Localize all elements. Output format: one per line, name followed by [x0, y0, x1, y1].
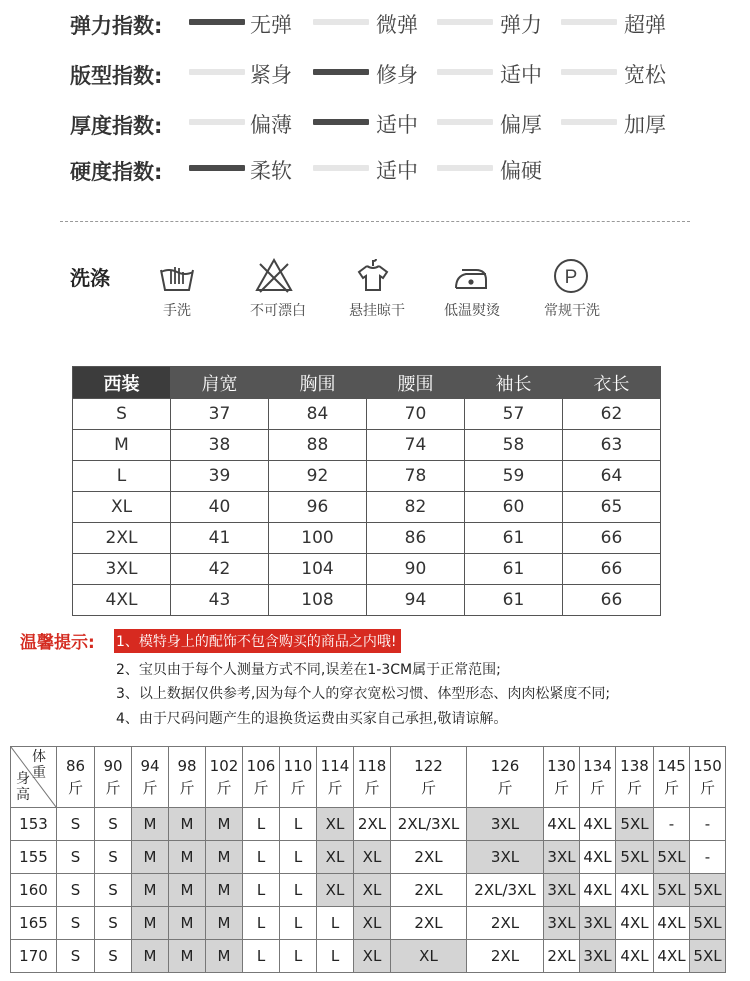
index-option: 偏薄	[250, 113, 292, 137]
size-table-cell: 84	[269, 399, 367, 430]
weight-value: 145	[657, 757, 686, 775]
wash-label: 手洗	[163, 303, 191, 319]
size-table-cell: 94	[367, 585, 465, 616]
recommended-size-cell: -	[690, 841, 726, 874]
weight-header	[95, 747, 132, 808]
size-table-cell: 104	[269, 554, 367, 585]
size-table-cell: 86	[367, 523, 465, 554]
recommended-size-cell: 3XL	[544, 907, 580, 940]
weight-unit: 斤	[105, 779, 121, 797]
index-option: 加厚	[624, 113, 666, 137]
weight-value: 98	[177, 757, 197, 775]
table-row	[73, 399, 661, 430]
weight-value: 102	[209, 757, 239, 775]
recommended-size-cell: S	[95, 808, 132, 841]
tip-item: 2、宝贝由于每个人测量方式不同,误差在1-3CM属于正常范围;	[116, 662, 501, 678]
recommended-size-cell: 3XL	[544, 874, 580, 907]
weight-value: 94	[140, 757, 160, 775]
size-table-header: 袖长	[465, 367, 563, 399]
section-divider	[60, 221, 690, 222]
recommended-size-cell: L	[243, 940, 280, 973]
recommended-size-cell: 2XL	[544, 940, 580, 973]
index-option: 适中	[376, 159, 418, 183]
size-table-cell: 41	[171, 523, 269, 554]
size-table-cell: 38	[171, 430, 269, 461]
recommended-size-cell: L	[243, 874, 280, 907]
weight-header	[169, 747, 206, 808]
index-option: 柔软	[250, 159, 292, 183]
index-option: 超弹	[624, 13, 666, 37]
weight-header	[132, 747, 169, 808]
recommended-size-cell: 2XL/3XL	[391, 808, 467, 841]
index-bar	[189, 119, 245, 125]
weight-unit: 斤	[589, 779, 605, 797]
recommended-size-cell: XL	[354, 907, 391, 940]
recommended-size-cell: M	[206, 874, 243, 907]
weight-header	[57, 747, 95, 808]
table-row	[11, 841, 726, 874]
wash-title: 洗涤	[70, 266, 110, 290]
weight-unit: 斤	[497, 779, 513, 797]
weight-value: 90	[103, 757, 123, 775]
table-row	[73, 523, 661, 554]
size-table-cell: 3XL	[73, 554, 171, 585]
index-bar	[313, 165, 369, 171]
weight-header	[580, 747, 616, 808]
index-title: 厚度指数:	[70, 114, 163, 138]
recommended-size-cell: 5XL	[690, 874, 726, 907]
recommended-size-cell: XL	[317, 841, 354, 874]
size-table-header: 肩宽	[171, 367, 269, 399]
size-table-cell: 92	[269, 461, 367, 492]
index-bar	[437, 69, 493, 75]
weight-unit: 斤	[663, 779, 679, 797]
size-table-cell: 108	[269, 585, 367, 616]
weight-unit: 斤	[364, 779, 380, 797]
weight-unit: 斤	[626, 779, 642, 797]
weight-header	[391, 747, 467, 808]
weight-unit: 斤	[553, 779, 569, 797]
weight-value: 110	[283, 757, 313, 775]
size-table-cell: 62	[563, 399, 661, 430]
size-table-cell: XL	[73, 492, 171, 523]
recommended-size-cell: M	[169, 907, 206, 940]
index-bar	[437, 119, 493, 125]
size-table-cell: 61	[465, 523, 563, 554]
index-title: 硬度指数:	[70, 160, 163, 184]
recommended-size-cell: L	[317, 907, 354, 940]
recommended-size-cell: M	[206, 907, 243, 940]
recommended-size-cell: 5XL	[654, 874, 690, 907]
index-option: 微弹	[376, 13, 418, 37]
tips-label: 温馨提示:	[20, 633, 95, 653]
weight-value: 138	[620, 757, 649, 775]
table-row	[11, 907, 726, 940]
index-title: 弹力指数:	[70, 14, 163, 38]
weight-value: 114	[320, 757, 350, 775]
size-table-cell: 65	[563, 492, 661, 523]
index-bar-selected	[189, 19, 245, 25]
recommended-size-cell: M	[132, 841, 169, 874]
recommended-size-cell: S	[57, 808, 95, 841]
low-iron-icon	[452, 256, 492, 296]
recommended-size-cell: XL	[354, 940, 391, 973]
recommended-size-cell: -	[654, 808, 690, 841]
table-row	[73, 461, 661, 492]
height-cell: 155	[11, 841, 57, 874]
size-table-cell: S	[73, 399, 171, 430]
size-table-cell: 70	[367, 399, 465, 430]
size-table-cell: 2XL	[73, 523, 171, 554]
weight-unit: 斤	[253, 779, 269, 797]
recommended-size-cell: M	[169, 841, 206, 874]
index-option: 弹力	[500, 13, 542, 37]
weight-header	[654, 747, 690, 808]
height-cell: 160	[11, 874, 57, 907]
recommended-size-cell: 3XL	[580, 907, 616, 940]
recommended-size-cell: S	[95, 841, 132, 874]
recommended-size-cell: 2XL/3XL	[467, 874, 544, 907]
size-table-cell: 100	[269, 523, 367, 554]
recommended-size-cell: L	[280, 841, 317, 874]
size-table-header: 西装	[73, 367, 171, 399]
recommended-size-cell: S	[95, 940, 132, 973]
no-bleach-icon	[254, 256, 294, 296]
weight-unit: 斤	[142, 779, 158, 797]
hand-wash-icon	[157, 256, 197, 296]
recommended-size-cell: S	[57, 907, 95, 940]
recommended-size-cell: M	[206, 808, 243, 841]
recommended-size-cell: XL	[354, 841, 391, 874]
recommended-size-cell: M	[132, 808, 169, 841]
weight-header	[354, 747, 391, 808]
size-table-cell: 58	[465, 430, 563, 461]
size-table-cell: 39	[171, 461, 269, 492]
table-row	[11, 808, 726, 841]
recommended-size-cell: 4XL	[580, 874, 616, 907]
hang-dry-icon	[353, 256, 393, 296]
weight-header	[243, 747, 280, 808]
weight-header	[280, 747, 317, 808]
dry-clean-icon	[551, 256, 591, 296]
size-table-cell: 82	[367, 492, 465, 523]
index-option: 无弹	[250, 13, 292, 37]
wash-label: 不可漂白	[250, 303, 306, 319]
height-cell: 165	[11, 907, 57, 940]
table-row	[11, 874, 726, 907]
size-table-cell: 66	[563, 523, 661, 554]
recommended-size-cell: 5XL	[654, 841, 690, 874]
recommended-size-cell: M	[206, 940, 243, 973]
recommended-size-cell: 3XL	[544, 841, 580, 874]
table-row	[73, 430, 661, 461]
weight-value: 86	[65, 757, 86, 775]
size-table-cell: M	[73, 430, 171, 461]
recommended-size-cell: XL	[317, 874, 354, 907]
recommended-size-cell: 5XL	[616, 841, 654, 874]
size-table-cell: 78	[367, 461, 465, 492]
weight-header	[616, 747, 654, 808]
recommended-size-cell: L	[317, 940, 354, 973]
recommended-size-cell: 3XL	[580, 940, 616, 973]
recommended-size-cell: L	[280, 874, 317, 907]
index-option: 适中	[376, 113, 418, 137]
index-bar-selected	[313, 69, 369, 75]
recommended-size-cell: 2XL	[467, 940, 544, 973]
recommended-size-cell: 4XL	[616, 874, 654, 907]
recommended-size-cell: 2XL	[391, 874, 467, 907]
recommended-size-cell: L	[280, 808, 317, 841]
weight-header	[544, 747, 580, 808]
recommended-size-cell: M	[169, 808, 206, 841]
weight-unit: 斤	[327, 779, 343, 797]
weight-height-corner	[11, 747, 57, 808]
tip-item: 1、模特身上的配饰不包含购买的商品之内哦!	[114, 629, 401, 653]
size-table-cell: 4XL	[73, 585, 171, 616]
size-table-cell: 59	[465, 461, 563, 492]
recommended-size-cell: L	[280, 940, 317, 973]
weight-value: 122	[414, 757, 443, 775]
size-table-cell: 64	[563, 461, 661, 492]
recommended-size-cell: 4XL	[580, 841, 616, 874]
weight-header	[317, 747, 354, 808]
recommended-size-cell: S	[95, 874, 132, 907]
weight-header	[467, 747, 544, 808]
weight-unit: 斤	[699, 779, 715, 797]
size-table-cell: 40	[171, 492, 269, 523]
size-table-cell: 37	[171, 399, 269, 430]
recommended-size-cell: L	[280, 907, 317, 940]
recommended-size-cell: S	[57, 841, 95, 874]
weight-value: 150	[693, 757, 722, 775]
height-cell: 153	[11, 808, 57, 841]
recommended-size-cell: M	[169, 874, 206, 907]
size-table-cell: 66	[563, 554, 661, 585]
recommended-size-cell: -	[690, 808, 726, 841]
size-table-cell: 74	[367, 430, 465, 461]
weight-header	[690, 747, 726, 808]
index-title: 版型指数:	[70, 64, 163, 88]
table-row	[11, 940, 726, 973]
tip-item: 3、以上数据仅供参考,因为每个人的穿衣宽松习惯、体型形态、肉肉松紧度不同;	[116, 686, 611, 702]
weight-unit: 斤	[420, 779, 436, 797]
weight-value: 126	[490, 757, 520, 775]
index-option: 偏硬	[500, 159, 542, 183]
recommended-size-cell: M	[132, 940, 169, 973]
index-bar	[561, 69, 617, 75]
recommended-size-cell: 5XL	[690, 907, 726, 940]
recommended-size-cell: L	[243, 907, 280, 940]
size-table-cell: 57	[465, 399, 563, 430]
corner-height-label: 身高	[16, 771, 30, 803]
weight-value: 130	[547, 757, 576, 775]
size-table-header: 衣长	[563, 367, 661, 399]
recommended-size-cell: L	[243, 808, 280, 841]
table-row	[73, 554, 661, 585]
index-bar-selected	[313, 119, 369, 125]
index-bar-selected	[189, 165, 245, 171]
index-bar	[437, 165, 493, 171]
index-bar	[561, 119, 617, 125]
size-table-cell: L	[73, 461, 171, 492]
recommended-size-cell: M	[132, 907, 169, 940]
recommended-size-cell: M	[132, 874, 169, 907]
weight-unit: 斤	[179, 779, 195, 797]
weight-value: 106	[246, 757, 276, 775]
size-table-cell: 88	[269, 430, 367, 461]
size-table-header: 胸围	[269, 367, 367, 399]
index-bar	[561, 19, 617, 25]
recommended-size-cell: 4XL	[616, 940, 654, 973]
wash-label: 常规干洗	[544, 303, 600, 319]
recommended-size-cell: 5XL	[690, 940, 726, 973]
weight-value: 134	[583, 757, 612, 775]
recommended-size-cell: 4XL	[616, 907, 654, 940]
index-option: 适中	[500, 63, 542, 87]
recommended-size-cell: M	[169, 940, 206, 973]
corner-weight-label: 体重	[32, 749, 46, 781]
index-bar	[189, 69, 245, 75]
recommended-size-cell: 2XL	[391, 841, 467, 874]
recommended-size-cell: 5XL	[616, 808, 654, 841]
size-recommendation-table	[10, 746, 726, 973]
height-cell: 170	[11, 940, 57, 973]
recommended-size-cell: S	[57, 940, 95, 973]
size-table	[72, 366, 661, 616]
recommended-size-cell: 2XL	[354, 808, 391, 841]
recommended-size-cell: L	[243, 841, 280, 874]
recommended-size-cell: 3XL	[467, 808, 544, 841]
recommended-size-cell: 4XL	[544, 808, 580, 841]
weight-unit: 斤	[216, 779, 232, 797]
table-row	[73, 585, 661, 616]
index-bar	[437, 19, 493, 25]
svg-text:P: P	[564, 267, 578, 288]
recommended-size-cell: 3XL	[467, 841, 544, 874]
index-option: 宽松	[624, 63, 666, 87]
recommended-size-cell: S	[95, 907, 132, 940]
index-option: 紧身	[250, 63, 292, 87]
size-table-cell: 96	[269, 492, 367, 523]
index-option: 修身	[376, 63, 418, 87]
size-table-cell: 42	[171, 554, 269, 585]
recommended-size-cell: XL	[354, 874, 391, 907]
weight-value: 118	[357, 757, 387, 775]
size-table-cell: 90	[367, 554, 465, 585]
tip-item: 4、由于尺码问题产生的退换货运费由买家自己承担,敬请谅解。	[116, 711, 508, 727]
weight-unit: 斤	[67, 779, 83, 797]
index-bar	[313, 19, 369, 25]
recommended-size-cell: S	[57, 874, 95, 907]
wash-label: 悬挂晾干	[349, 303, 405, 319]
size-table-cell: 63	[563, 430, 661, 461]
size-table-header: 腰围	[367, 367, 465, 399]
size-table-cell: 61	[465, 554, 563, 585]
index-option: 偏厚	[500, 113, 542, 137]
recommended-size-cell: 4XL	[654, 907, 690, 940]
recommended-size-cell: XL	[317, 808, 354, 841]
recommended-size-cell: 4XL	[580, 808, 616, 841]
size-table-cell: 60	[465, 492, 563, 523]
recommended-size-cell: 4XL	[654, 940, 690, 973]
recommended-size-cell: XL	[391, 940, 467, 973]
size-table-cell: 43	[171, 585, 269, 616]
size-table-cell: 66	[563, 585, 661, 616]
size-table-cell: 61	[465, 585, 563, 616]
recommended-size-cell: 2XL	[391, 907, 467, 940]
weight-header	[206, 747, 243, 808]
recommended-size-cell: 2XL	[467, 907, 544, 940]
table-row	[73, 492, 661, 523]
wash-label: 低温熨烫	[444, 303, 500, 319]
recommended-size-cell: M	[206, 841, 243, 874]
weight-unit: 斤	[290, 779, 306, 797]
